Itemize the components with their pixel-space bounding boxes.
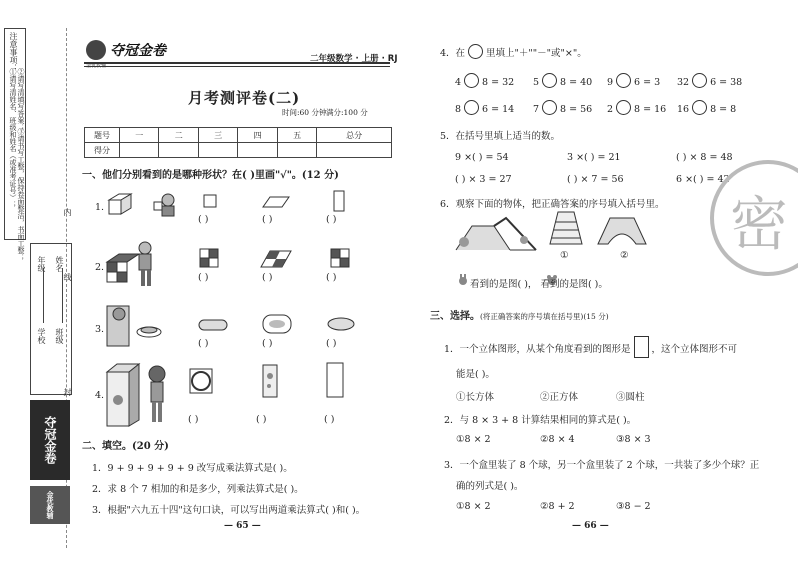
score-cell: 三: [198, 128, 237, 143]
r-q5-item[interactable]: ( ) × 7 = 56: [567, 174, 624, 185]
score-input-cell[interactable]: [317, 143, 392, 158]
choice-option[interactable]: ③圆柱: [616, 392, 645, 403]
choice-option[interactable]: ②8 + 2: [540, 501, 575, 512]
cut-marker: 线: [63, 273, 72, 281]
cut-marker: 封: [63, 388, 72, 396]
field-name: 姓名: [55, 256, 64, 272]
choice-q3-line1: 3．一个盒里装了 8 个球，另一个盒里装了 2 个球，一共装了多少个球？正: [444, 460, 760, 471]
score-input-cell[interactable]: [159, 143, 198, 158]
checkered-square-shape: [199, 248, 219, 268]
rectangle-icon: [634, 336, 649, 358]
answer-blank[interactable]: ( ): [256, 414, 267, 425]
exam-time: 时间:60 分钟: [282, 108, 327, 117]
r-q4-item: 8 6 = 14: [455, 100, 514, 115]
r-q4-item: 7 8 = 56: [533, 100, 592, 115]
score-cell: 总分: [317, 128, 392, 143]
score-cell: 题号: [85, 128, 120, 143]
score-row-header: [85, 128, 392, 143]
choice-option[interactable]: ②正方体: [540, 392, 579, 403]
parallelogram-shape: [262, 196, 290, 208]
seal-stamp-icon: [706, 160, 798, 278]
answer-blank[interactable]: ( ): [198, 214, 209, 225]
r-q4-title-a: 4．在: [440, 48, 466, 59]
score-cell: 四: [238, 128, 277, 143]
r-q4-item: 9 6 = 3: [607, 73, 660, 88]
circle-input[interactable]: [464, 100, 479, 115]
rectangle-shape: [333, 190, 345, 212]
r-q4-item: 5 8 = 40: [533, 73, 592, 88]
score-input-cell[interactable]: [277, 143, 316, 158]
q2-number: 2.: [95, 262, 105, 273]
r-q6-title: 6．观察下面的物体，把正确答案的序号填入括号里。: [440, 199, 665, 210]
choice-q1-line1: 1．一个立体图形，从某个角度看到的图形是 ，这个立体图形不可: [444, 336, 737, 358]
field-grade: 年级: [37, 256, 46, 272]
choice-q1-line2: 能是( )。: [456, 369, 495, 380]
q1-number: 1.: [95, 202, 105, 213]
square-shape: [203, 194, 217, 208]
round-rect-shape: [262, 314, 292, 334]
confidential-seal: [706, 160, 798, 278]
fill-q1: 1．9 + 9 + 9 + 9 + 9 改写成乘法算式是( )。: [92, 463, 293, 474]
r-q4-title: [440, 44, 587, 59]
choice-option[interactable]: ③8 − 2: [616, 501, 651, 512]
page-number-left: — 65 —: [224, 521, 261, 531]
circle-input[interactable]: [616, 73, 631, 88]
oval-shape: [326, 316, 356, 332]
circle-input[interactable]: [692, 100, 707, 115]
answer-blank[interactable]: ( ): [198, 272, 209, 283]
notes-item-1: ①请写清姓名、班级和姓名（或准考证号）；: [9, 68, 17, 208]
soap-on-table-figure: [105, 298, 165, 350]
answer-blank[interactable]: ( ): [188, 414, 199, 425]
cube-figure: [105, 190, 133, 218]
q4-number: 4.: [95, 390, 105, 401]
r-q4-item: 32 6 = 38: [677, 73, 742, 88]
choice-q2: 2．与 8 × 3 + 8 计算结果相同的算式是( )。: [444, 415, 637, 426]
binding-brand-logo: 夺冠金卷: [30, 400, 70, 480]
r-q5-item[interactable]: 6 ×( ) = 42: [676, 174, 730, 185]
r-q5-item[interactable]: ( ) × 3 = 27: [455, 174, 512, 185]
ladder-front-view-figure: [548, 210, 584, 246]
r-q6-answer[interactable]: 看到的是图( )， 看到的是图( )。: [470, 279, 608, 290]
answer-blank[interactable]: ( ): [324, 414, 335, 425]
score-cell: 一: [120, 128, 159, 143]
child-looking-figure: [150, 190, 180, 220]
section2-title: 二、填空。(20 分): [82, 441, 169, 452]
score-cell: 二: [159, 128, 198, 143]
score-table: [84, 127, 392, 158]
arch-slide-side-view-figure: [596, 214, 648, 246]
choice-option[interactable]: ①8 × 2: [456, 434, 491, 445]
q3-number: 3.: [95, 324, 105, 335]
r-q4-item: 4 8 = 32: [455, 73, 514, 88]
score-input-cell[interactable]: [198, 143, 237, 158]
choice-q3-line2: 确的列式是( )。: [456, 481, 524, 492]
seal-character: 密: [730, 190, 789, 258]
binding-strip: [0, 28, 76, 548]
answer-blank[interactable]: ( ): [326, 214, 337, 225]
circle-in-square-shape: [189, 368, 213, 394]
circle-input[interactable]: [542, 100, 557, 115]
checkered-square-shape: [330, 248, 350, 268]
choice-option[interactable]: ①长方体: [456, 392, 495, 403]
option-label-1: ①: [560, 250, 569, 261]
r-q4-title-b: 里填上"＋""－"或"×"。: [486, 48, 587, 59]
grade-info: 二年级数学 · 上册 · RJ: [310, 54, 398, 64]
notes-heading: 注意事项：: [9, 32, 18, 72]
field-school: 学校: [37, 328, 46, 344]
answer-blank[interactable]: ( ): [198, 338, 209, 349]
r-q5-item[interactable]: 3 ×( ) = 21: [567, 152, 621, 163]
checkered-parallelogram-shape: [260, 250, 292, 268]
option-label-2: ②: [620, 250, 629, 261]
page-number-right: — 66 —: [572, 521, 609, 531]
answer-blank[interactable]: ( ): [262, 338, 273, 349]
cut-marker: 内: [63, 208, 72, 216]
flat-oval-shape: [198, 318, 228, 332]
checkered-cube-figure: [105, 240, 160, 290]
binding-brand-small: 金优教辅: [30, 486, 70, 524]
section1-title: 一、他们分别看到的是哪种形状？在( )里画"√"。(12 分): [82, 170, 339, 181]
header-rule: [84, 62, 390, 64]
slide-with-animals-figure: [454, 212, 538, 254]
fill-q2: 2．求 8 个 7 相加的和是多少，列乘法算式是( )。: [92, 484, 304, 495]
circle-input[interactable]: [692, 73, 707, 88]
r-q5-title: 5．在括号里填上适当的数。: [440, 131, 561, 142]
logo-small: 金优教辅: [86, 63, 107, 69]
r-q4-item: 2 8 = 16: [607, 100, 666, 115]
logo-text: 夺冠金卷: [110, 43, 166, 59]
field-line: [43, 268, 44, 323]
choice-option[interactable]: ①8 × 2: [456, 501, 491, 512]
circle-input[interactable]: [616, 100, 631, 115]
circle-input[interactable]: [464, 73, 479, 88]
answer-blank[interactable]: ( ): [326, 338, 337, 349]
rabbit-icon: [456, 274, 470, 286]
circle-input[interactable]: [542, 73, 557, 88]
tall-rectangle-shape: [326, 362, 344, 398]
score-input-cell[interactable]: [238, 143, 277, 158]
score-cell: 五: [277, 128, 316, 143]
choice-option[interactable]: ③8 × 3: [616, 434, 651, 445]
header-logo: [86, 36, 196, 69]
choice-option[interactable]: ②8 × 4: [540, 434, 575, 445]
answer-blank[interactable]: ( ): [326, 272, 337, 283]
header-rule: [84, 66, 390, 67]
r-q5-item[interactable]: 9 ×( ) = 54: [455, 152, 509, 163]
answer-blank[interactable]: ( ): [262, 272, 273, 283]
answer-blank[interactable]: ( ): [262, 214, 273, 225]
field-class: 班级: [55, 328, 64, 344]
box-and-girl-figure: [105, 360, 180, 430]
score-input-cell[interactable]: [120, 143, 159, 158]
notes-item-3: ③请书写工整，保持卷面整洁，书面工整；: [17, 128, 25, 261]
laurel-icon: [86, 40, 106, 60]
circle-blank-icon: [468, 44, 483, 59]
patterned-rectangle-shape: [262, 364, 278, 398]
exam-title: 月考测评卷(二): [188, 89, 301, 107]
section3-note: (将正确答案的序号填在括号里)(15 分): [480, 312, 609, 321]
score-row-values: [85, 143, 392, 158]
section3-title: 三、选择。: [430, 311, 480, 322]
exam-full-score: 满分:100 分: [326, 108, 368, 117]
fill-q3: 3．根据"六九五十四"这句口诀，可以写出两道乘法算式( )和( )。: [92, 505, 366, 516]
r-q4-item: 16 8 = 8: [677, 100, 736, 115]
notes-item-2: ②请写清填写答案；: [17, 68, 25, 131]
r-q5-item[interactable]: ( ) × 8 = 48: [676, 152, 733, 163]
score-cell: 得分: [85, 143, 120, 158]
section3-heading: [430, 304, 609, 323]
